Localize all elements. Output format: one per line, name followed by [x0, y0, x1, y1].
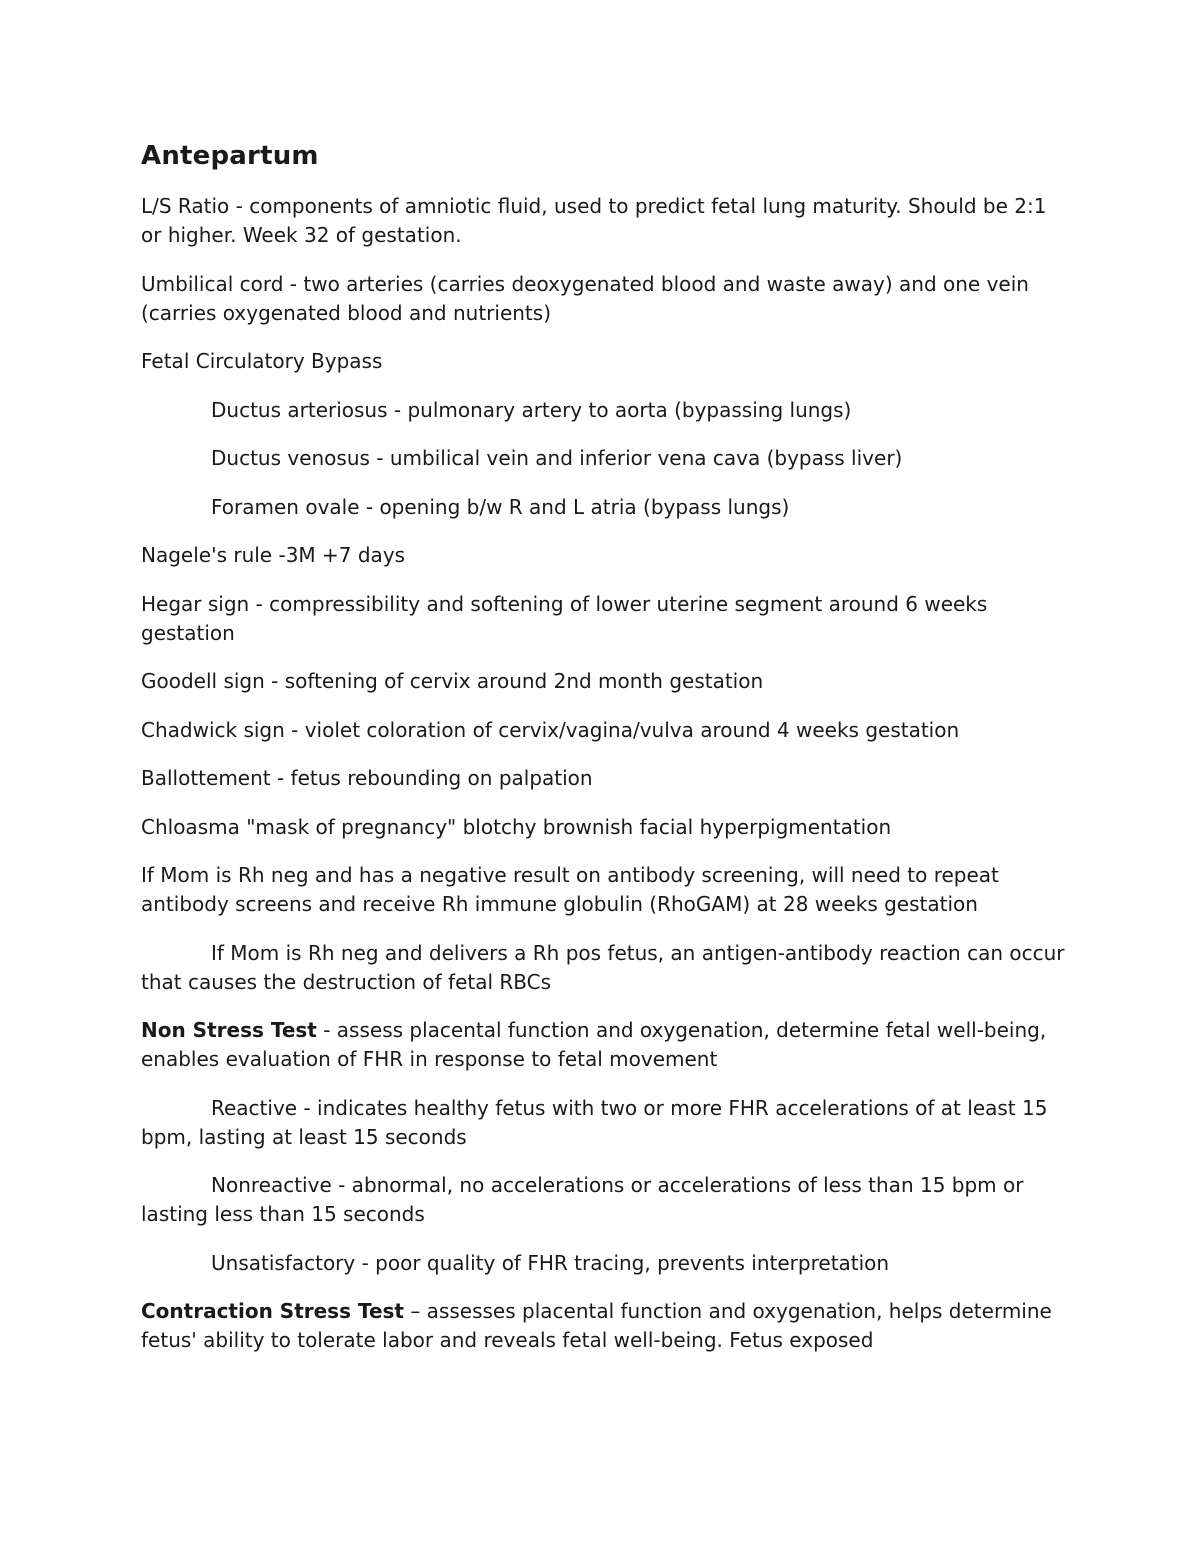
paragraph-text: - assess placental function and oxygenation, determine fetal well-being, enables evaluation of FHR in response to fetal movement [141, 1018, 1047, 1071]
paragraph: Unsatisfactory - poor quality of FHR tracing, prevents interpretation [211, 1250, 890, 1275]
paragraph: Reactive - indicates healthy fetus with two or more FHR accelerations of at least 15 bpm, lasting at least 15 seconds [141, 1095, 1048, 1149]
paragraph: Chloasma "mask of pregnancy" blotchy brownish facial hyperpigmentation [141, 814, 892, 839]
paragraph: If Mom is Rh neg and delivers a Rh pos fetus, an antigen-antibody reaction can occur that causes the destruction of fetal RBCs [141, 940, 1065, 994]
paragraph: Goodell sign - softening of cervix around 2nd month gestation [141, 669, 764, 693]
paragraph: Ductus arteriosus - pulmonary artery to aorta (bypassing lungs) [211, 397, 852, 422]
document-body [141, 192, 1071, 1355]
document-page [141, 138, 1071, 1375]
paragraph-term: Contraction Stress Test [141, 1299, 404, 1323]
document-title: Antepartum [141, 141, 319, 171]
paragraph [141, 1297, 1071, 1355]
paragraph: Foramen ovale - opening b/w R and L atria (bypass lungs) [211, 494, 790, 519]
paragraph: Umbilical cord - two arteries (carries deoxygenated blood and waste away) and one vein (carries oxygenated blood and nutrients) [141, 271, 1029, 325]
paragraph: L/S Ratio - components of amniotic fluid, used to predict fetal lung maturity. Should be 2:1 or higher. Week 32 of gestation. [141, 194, 1047, 247]
paragraph: Ballottement - fetus rebounding on palpation [141, 766, 593, 790]
paragraph: Nagele's rule -3M +7 days [141, 543, 406, 567]
paragraph-term: Non Stress Test [141, 1018, 317, 1042]
paragraph: Chadwick sign - violet coloration of cervix/vagina/vulva around 4 weeks gestation [141, 717, 960, 742]
paragraph: Ductus venosus - umbilical vein and inferior vena cava (bypass liver) [211, 446, 903, 470]
paragraph: Hegar sign - compressibility and softening of lower uterine segment around 6 weeks gestation [141, 591, 988, 645]
paragraph: Fetal Circulatory Bypass [141, 349, 383, 373]
paragraph: If Mom is Rh neg and has a negative result on antibody screening, will need to repeat antibody screens and receive Rh immune globulin (RhoGAM) at 28 weeks gestation [141, 863, 999, 916]
paragraph: Nonreactive - abnormal, no accelerations or accelerations of less than 15 bpm or lasting less than 15 seconds [141, 1173, 1024, 1226]
paragraph-text: – assesses placental function and oxygenation, helps determine fetus' ability to tolerate labor and reveals fetal well-being. Fetus exposed [141, 1299, 1052, 1352]
paragraph [141, 1016, 1071, 1074]
